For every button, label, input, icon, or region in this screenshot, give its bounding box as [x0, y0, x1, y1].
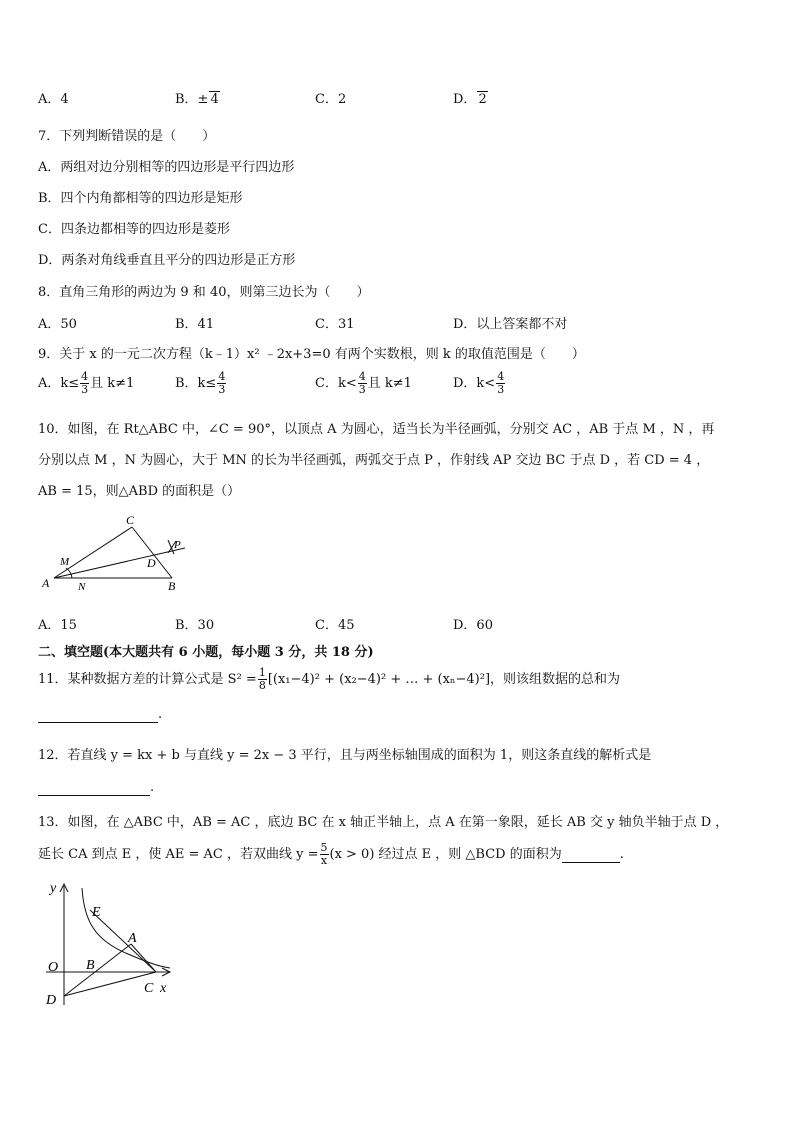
q12-line: 12．若直线 y = kx + b 与直线 y = 2x − 3 平行，且与两坐标轴围成的面积为 1，则这条直线的解析式是: [38, 748, 652, 763]
segment-ac: [131, 944, 156, 972]
label-b: B: [168, 579, 176, 593]
q8-stem: 8．直角三角形的两边为 9 和 40，则第三边长为（ ）: [38, 285, 370, 300]
q12-answer-blank: [38, 780, 150, 796]
q9-a-num: 4: [81, 370, 89, 383]
q6-d-prefix: D．: [453, 92, 477, 107]
q9-a-post: 且 k≠1: [90, 376, 135, 391]
label-a: A: [42, 576, 50, 590]
q13-line2-post: (x > 0) 经过点 E ，则 △BCD 的面积为: [329, 847, 562, 862]
q10-option-c: C．45: [315, 618, 355, 633]
label-o: O: [48, 960, 59, 975]
q9-d-den: 3: [497, 383, 505, 396]
label-p: P: [174, 539, 181, 551]
q11-answer-blank: [38, 707, 158, 723]
q6-b-prefix: B．±: [175, 92, 209, 107]
q13-fraction: [320, 842, 329, 867]
q11-post: ，则该组数据的总和为: [490, 672, 621, 687]
q9-b-pre: B．k≤: [175, 376, 217, 391]
q9-b-num: 4: [218, 370, 226, 383]
q11-fraction: [258, 667, 267, 692]
q13-figure: [38, 880, 188, 1015]
q6-option-c: C．2: [315, 92, 347, 107]
q6-d-sqrt: 2: [478, 92, 487, 107]
label-c: C: [144, 981, 154, 996]
label-y: y: [50, 881, 57, 896]
q9-c-fraction: [358, 371, 367, 396]
q11-num: 1: [258, 666, 266, 679]
q9-stem: 9．关于 x 的一元二次方程（k﹣1）x² ﹣2x+3=0 有两个实数根，则 k 的取值范围是（ ）: [38, 347, 585, 362]
q9-c-den: 3: [358, 383, 366, 396]
q7-option-b: B．四个内角都相等的四边形是矩形: [38, 191, 243, 206]
q7-option-a: A．两组对边分别相等的四边形是平行四边形: [38, 160, 295, 175]
q10-figure: [40, 512, 200, 596]
q10-line-1: 10．如图，在 Rt△ABC 中，∠C = 90°，以顶点 A 为圆心，适当长为半径画弧，分别交 AC ，AB 于点 M ，N ，再: [38, 422, 715, 437]
q13-num: 5: [320, 841, 328, 854]
q7-option-c: C．四条边都相等的四边形是菱形: [38, 222, 230, 237]
q8-option-a: A．50: [38, 317, 77, 332]
q10-line-2: 分别以点 M ，N 为圆心，大于 MN 的长为半径画弧，两弧交于点 P ，作射线 AP 交边 BC 于点 D ，若 CD = 4 ，: [38, 453, 710, 468]
q13-line-1: 13．如图，在 △ABC 中，AB = AC ，底边 BC 在 x 轴正半轴上，点 A 在第一象限，延长 AB 交 y 轴负半轴于点 D ，: [38, 815, 729, 830]
q9-d-fraction: [496, 371, 505, 396]
label-c: C: [126, 513, 135, 527]
q6-option-d: [453, 88, 488, 107]
q13-line2-pre: 延长 CA 到点 E ，使 AE = AC ，若双曲线 y =: [38, 847, 319, 862]
segment-da: [64, 944, 131, 996]
q6-option-a: A．4: [38, 92, 69, 107]
segment-dc: [64, 972, 156, 996]
q9-option-a: [38, 371, 134, 396]
label-x: x: [160, 981, 167, 996]
hyperbola-curve: [82, 888, 170, 968]
q9-d-num: 4: [497, 370, 505, 383]
q6-option-b: [175, 88, 220, 107]
q11-pre: 11．某种数据方差的计算公式是 S² =: [38, 672, 257, 687]
q9-a-fraction: [80, 371, 89, 396]
q9-d-pre: D．k<: [453, 376, 496, 391]
q12-end: .: [150, 780, 155, 795]
q9-c-num: 4: [358, 370, 366, 383]
ray-ap: [54, 548, 185, 578]
q8-option-b: B．41: [175, 317, 215, 332]
label-m: M: [60, 556, 70, 568]
q10-option-d: D．60: [453, 618, 493, 633]
q9-c-post: 且 k≠1: [367, 376, 412, 391]
q6-b-sqrt: 4: [210, 92, 219, 107]
q9-a-den: 3: [81, 383, 89, 396]
q8-option-c: C．31: [315, 317, 355, 332]
q8-option-d: D．以上答案都不对: [453, 317, 568, 332]
q7-stem: 7．下列判断错误的是（ ）: [38, 129, 216, 144]
q13-answer-blank: [562, 847, 620, 863]
label-b: B: [86, 958, 95, 973]
q11-answer-line: [38, 707, 162, 723]
q9-c-pre: C．k<: [315, 376, 357, 391]
q9-option-c: [315, 371, 412, 396]
q11-end: .: [158, 707, 163, 722]
label-d: D: [46, 993, 57, 1008]
q11-line: [38, 667, 620, 692]
q11-expr: [(x₁−4)² + (x₂−4)² + … + (xₙ−4)²]: [267, 672, 491, 687]
label-e: E: [92, 905, 101, 920]
q10-option-a: A．15: [38, 618, 77, 633]
q9-b-den: 3: [218, 383, 226, 396]
q9-option-b: [175, 371, 227, 396]
segment-ac: [54, 527, 132, 578]
q9-b-fraction: [217, 371, 226, 396]
q9-a-pre: A．k≤: [38, 376, 80, 391]
section-2-heading: 二、填空题(本大题共有 6 小题，每小题 3 分，共 18 分): [38, 645, 374, 660]
label-d: D: [147, 556, 156, 570]
q10-line-3: AB = 15，则△ABD 的面积是（）: [38, 484, 241, 499]
label-n: N: [78, 581, 86, 593]
q13-end: .: [619, 847, 624, 862]
q13-line-2: [38, 842, 624, 867]
q12-answer-line: [38, 780, 154, 796]
q9-option-d: [453, 371, 506, 396]
label-a: A: [128, 931, 137, 946]
q10-option-b: B．30: [175, 618, 215, 633]
q11-den: 8: [258, 679, 266, 692]
q13-den: x: [320, 854, 328, 867]
q7-option-d: D．两条对角线垂直且平分的四边形是正方形: [38, 253, 296, 268]
